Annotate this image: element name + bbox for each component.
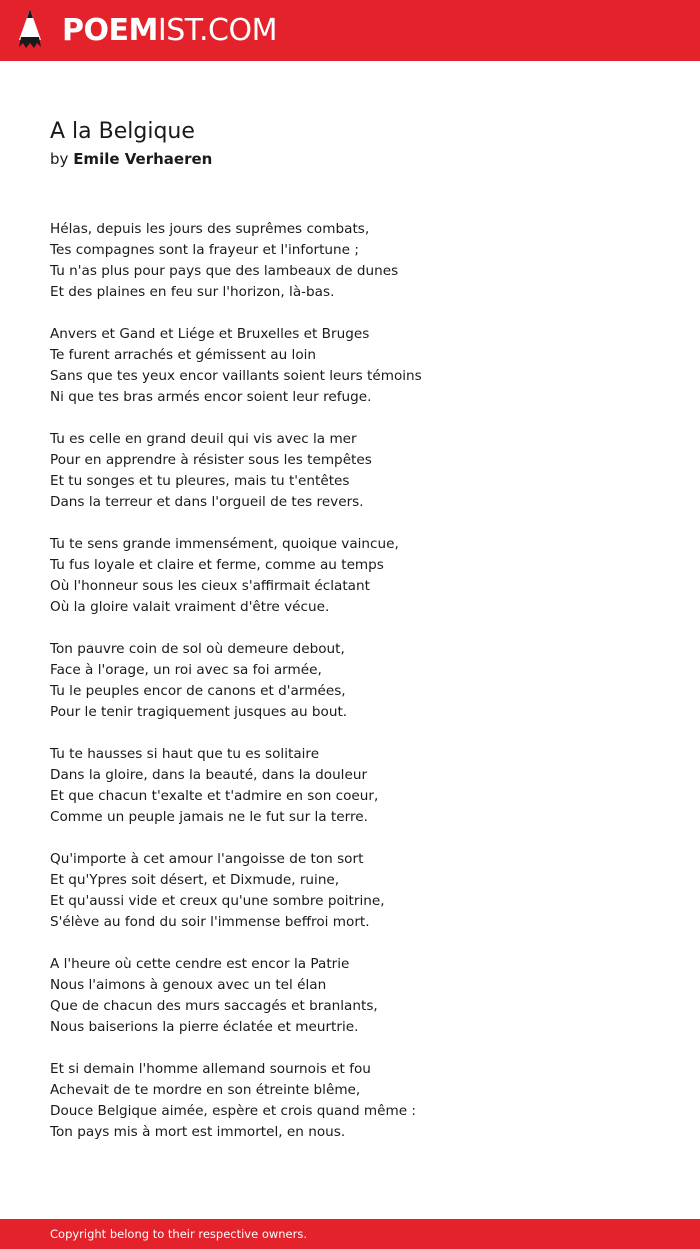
poem-line: Tu fus loyale et claire et ferme, comme au temps: [50, 557, 384, 573]
poem-line: Où la gloire valait vraiment d'être vécue.: [50, 599, 330, 615]
poem-stanza: [50, 954, 670, 1038]
copyright-text: Copyright belong to their respective owners.: [50, 1227, 308, 1241]
logo-light-part: IST.COM: [157, 13, 277, 48]
poem-title: A la Belgique: [50, 119, 195, 144]
poem-line: Et qu'Ypres soit désert, et Dixmude, ruine,: [50, 872, 340, 888]
poem-line: Que de chacun des murs saccagés et branlants,: [50, 998, 378, 1014]
site-header: [0, 0, 700, 61]
poem-line: S'élève au fond du soir l'immense beffroi mort.: [50, 914, 370, 930]
by-label: by: [50, 150, 69, 168]
poem-line: Nous l'aimons à genoux avec un tel élan: [50, 977, 327, 993]
poem-line: Tu te sens grande immensément, quoique vaincue,: [50, 536, 399, 552]
poem-body: [50, 219, 670, 1164]
poem-line: Sans que tes yeux encor vaillants soient leurs témoins: [50, 368, 422, 384]
poem-line: Comme un peuple jamais ne le fut sur la terre.: [50, 809, 368, 825]
poem-line: Tes compagnes sont la frayeur et l'infortune ;: [50, 242, 359, 258]
poem-line: Où l'honneur sous les cieux s'affirmait éclatant: [50, 578, 370, 594]
poem-line: Dans la terreur et dans l'orgueil de tes revers.: [50, 494, 364, 510]
poem-stanza: [50, 639, 670, 723]
poem-line: Tu es celle en grand deuil qui vis avec la mer: [50, 431, 357, 447]
poem-line: Qu'importe à cet amour l'angoisse de ton sort: [50, 851, 364, 867]
poem-line: Et si demain l'homme allemand sournois et fou: [50, 1061, 371, 1077]
poem-line: Nous baiserions la pierre éclatée et meurtrie.: [50, 1019, 359, 1035]
site-logo[interactable]: [62, 12, 277, 50]
poem-line: Ton pauvre coin de sol où demeure debout,: [50, 641, 345, 657]
poem-line: Tu le peuples encor de canons et d'armées,: [50, 683, 346, 699]
poem-stanza: [50, 219, 670, 303]
byline: [50, 149, 212, 169]
poem-line: Et que chacun t'exalte et t'admire en son coeur,: [50, 788, 379, 804]
author-name: Emile Verhaeren: [73, 150, 213, 168]
site-footer: [0, 1219, 700, 1249]
poem-line: Pour en apprendre à résister sous les tempêtes: [50, 452, 372, 468]
poem-line: Tu te hausses si haut que tu es solitaire: [50, 746, 320, 762]
poem-line: Et tu songes et tu pleures, mais tu t'entêtes: [50, 473, 350, 489]
poem-line: Hélas, depuis les jours des suprêmes combats,: [50, 221, 370, 237]
poem-stanza: [50, 744, 670, 828]
poem-line: Tu n'as plus pour pays que des lambeaux de dunes: [50, 263, 399, 279]
logo-bold-part: POEM: [62, 13, 158, 48]
poem-line: A l'heure où cette cendre est encor la Patrie: [50, 956, 350, 972]
poem-line: Et des plaines en feu sur l'horizon, là-bas.: [50, 284, 335, 300]
poem-stanza: [50, 849, 670, 933]
poem-line: Dans la gloire, dans la beauté, dans la douleur: [50, 767, 368, 783]
poem-stanza: [50, 1059, 670, 1143]
poem-line: Douce Belgique aimée, espère et crois quand même :: [50, 1103, 417, 1119]
poem-stanza: [50, 324, 670, 408]
poem-line: Ton pays mis à mort est immortel, en nous.: [50, 1124, 346, 1140]
pencil-icon[interactable]: [17, 9, 43, 51]
poem-stanza: [50, 534, 670, 618]
poem-line: Achevait de te mordre en son étreinte blême,: [50, 1082, 361, 1098]
poem-line: Pour le tenir tragiquement jusques au bout.: [50, 704, 348, 720]
poem-line: Ni que tes bras armés encor soient leur refuge.: [50, 389, 372, 405]
poem-line: Et qu'aussi vide et creux qu'une sombre poitrine,: [50, 893, 385, 909]
poem-stanza: [50, 429, 670, 513]
poem-line: Face à l'orage, un roi avec sa foi armée,: [50, 662, 322, 678]
poem-line: Anvers et Gand et Liége et Bruxelles et Bruges: [50, 326, 370, 342]
poem-line: Te furent arrachés et gémissent au loin: [50, 347, 317, 363]
